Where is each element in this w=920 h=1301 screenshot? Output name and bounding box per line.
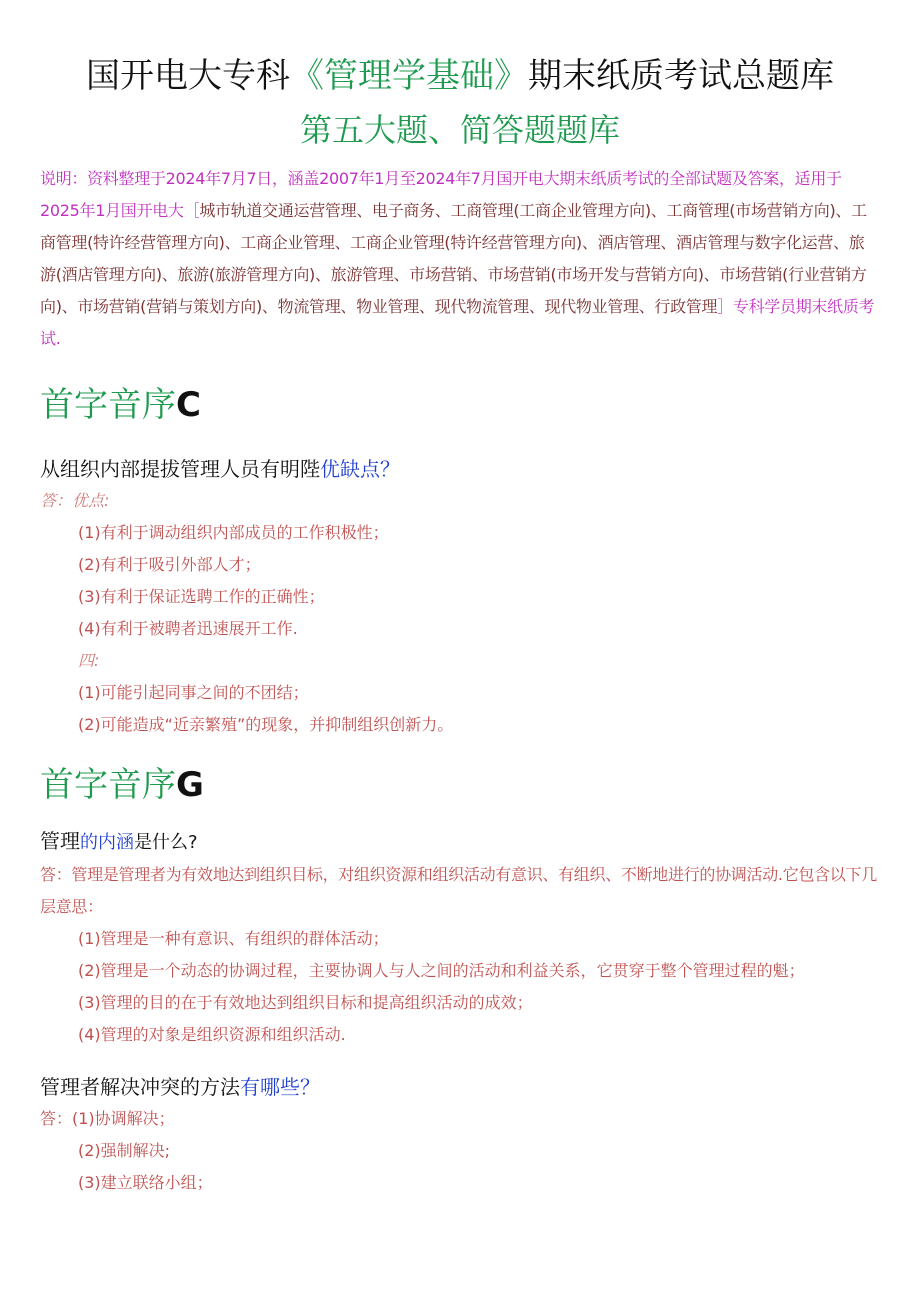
- section-letter: G: [176, 765, 204, 805]
- list-item: (1)可能引起同事之间的不团结；: [78, 683, 309, 702]
- question-internal-promotion: [40, 453, 880, 485]
- answer-intro: 答：管理是管理者为有效地达到组织目标，对组织资源和组织活动有意识、有组织、不断地进行的协调活动.它包含以下几层意思：: [40, 865, 877, 916]
- question-highlight: 优缺点？: [320, 457, 400, 481]
- question-conflict-methods: [40, 1071, 880, 1103]
- note-categories: 城市轨道交通运营管理、电子商务、工商管理(工商企业管理方向)、工商管理(市场营销方向)、工商管理(特许经营管理方向)、工商企业管理、工商企业管理(特许经营管理方向)、酒店管理、酒店管理与数字化运营、旅游(酒店管理方向)、旅游(旅游管理方向)、旅游管理、市场营销、市场营销(市场开发与营销方向)、市场营销(行业营销方向)、市场营销(营销与策划方向)、物流管理、物业管理、现代物流管理、现代物业管理、行政管理: [40, 201, 867, 316]
- section-heading-c: [40, 383, 880, 427]
- answer-first-line: 答：(1)协调解决；: [40, 1109, 175, 1128]
- list-item: (4)管理的对象是组织资源和组织活动.: [78, 1025, 346, 1044]
- disadvantage-label: 四:: [78, 651, 100, 670]
- note-suffix: ］专科学员期末纸质考试.: [40, 297, 875, 348]
- question-text: 管理: [40, 829, 80, 853]
- section-heading-g: [40, 763, 880, 807]
- section-letter: C: [176, 385, 201, 425]
- question-text-end: 是什么?: [134, 832, 198, 853]
- section-heading-text: 首字音序: [40, 385, 176, 425]
- list-item: (3)建立联络小组；: [78, 1173, 213, 1192]
- list-item: (1)有利于调动组织内部成员的工作积极性；: [78, 523, 389, 542]
- list-item: (2)有利于吸引外部人才；: [78, 555, 261, 574]
- question-highlight: 的内涵: [80, 832, 134, 853]
- question-management-meaning: [40, 825, 880, 859]
- question-highlight: 有哪些？: [240, 1075, 320, 1099]
- list-item: (2)强制解决;: [78, 1141, 171, 1160]
- list-item: (2)管理是一个动态的协调过程，主要协调人与人之间的活动和利益关系，它贯穿于整个管理过程的魁；: [78, 961, 805, 980]
- page-subtitle: 第五大题、简答题题库: [299, 111, 620, 149]
- list-item: (1)管理是一种有意识、有组织的群体活动；: [78, 929, 389, 948]
- page-title: [40, 0, 880, 99]
- title-suffix: 期末纸质考试总题库: [528, 56, 834, 96]
- list-item: (3)管理的目的在于有效地达到组织目标和提高组织活动的成效；: [78, 993, 533, 1012]
- title-prefix: 国开电大专科: [86, 56, 290, 96]
- list-item: (4)有利于被聘者迅速展开工作.: [78, 619, 298, 638]
- answer-label: 答：优点:: [40, 491, 110, 510]
- question-text: 从组织内部提拔管理人员有明陛: [40, 457, 320, 481]
- note-paragraph: [40, 163, 880, 355]
- title-course: 《管理学基础》: [290, 56, 528, 96]
- question-text: 管理者解决冲突的方法: [40, 1075, 240, 1099]
- note-prefix: 说明：资料整理于2024年7月7日，涵盖2007年1月至2024年7月国开电大期末纸质考试的全部试题及答案，适用于2025年1月国开电大［: [40, 169, 842, 220]
- list-item: (2)可能造成“近亲繁殖”的现象，并抑制组织创新力。: [78, 715, 454, 734]
- section-heading-text: 首字音序: [40, 765, 176, 805]
- list-item: (3)有利于保证选聘工作的正确性；: [78, 587, 325, 606]
